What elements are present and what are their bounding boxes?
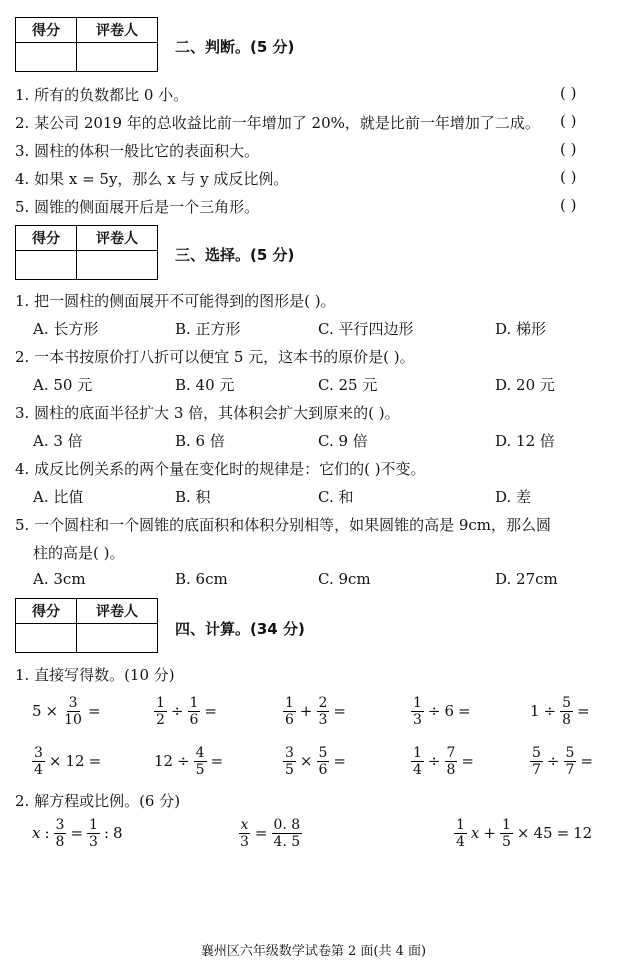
score-label: 得分: [16, 226, 77, 251]
expr-r1-2: $\frac{1}{2}$ ÷ $\frac{1}{6}$ =: [156, 694, 217, 728]
choice-q1: 1. 把一圆柱的侧面展开不可能得到的图形是( )。: [15, 292, 336, 310]
score-label: 得分: [16, 18, 77, 43]
page-footer: 襄州区六年级数学试卷第 2 面(共 4 面): [200, 944, 427, 959]
choice-q5-a[interactable]: A. 3cm: [33, 570, 86, 588]
choice-q4-b[interactable]: B. 积: [175, 488, 211, 506]
calc-q1-title: 1. 直接写得数。(10 分): [15, 666, 175, 684]
choice-q5-b[interactable]: B. 6cm: [175, 570, 228, 588]
section-title-judge: 二、判断。(5 分): [175, 38, 295, 56]
equation-3: $\frac{1}{4}$ x + $\frac{1}{5}$ × 45 = 12: [456, 816, 593, 850]
score-box-3: [15, 225, 158, 280]
grader-label: 评卷人: [77, 599, 158, 624]
choice-q2: 2. 一本书按原价打八折可以便宜 5 元，这本书的原价是( )。: [15, 348, 415, 366]
score-cell[interactable]: [16, 43, 77, 72]
score-box-2: [15, 17, 158, 72]
equation-1: x : $\frac{3}{8}$ = $\frac{1}{3}$ : 8: [32, 816, 123, 850]
expr-r2-4: $\frac{1}{4}$ ÷ $\frac{7}{8}$ =: [413, 744, 474, 778]
choice-q4: 4. 成反比例关系的两个量在变化时的规律是：它们的( )不变。: [15, 460, 426, 478]
choice-q3: 3. 圆柱的底面半径扩大 3 倍，其体积会扩大到原来的( )。: [15, 404, 400, 422]
expr-r2-2: 12 ÷ $\frac{4}{5}$ =: [154, 744, 224, 778]
choice-q1-d[interactable]: D. 梯形: [495, 320, 547, 338]
section-title-calc: 四、计算。(34 分): [175, 620, 305, 638]
expr-r1-1: 5 × $\frac{3}{10}$ =: [32, 694, 101, 728]
grader-cell[interactable]: [77, 43, 158, 72]
judge-item-3: 3. 圆柱的体积一般比它的表面积大。: [15, 142, 260, 160]
judge-item-5: 5. 圆锥的侧面展开后是一个三角形。: [15, 198, 260, 216]
score-label: 得分: [16, 599, 77, 624]
choice-q1-a[interactable]: A. 长方形: [33, 320, 99, 338]
choice-q4-c[interactable]: C. 和: [318, 488, 354, 506]
judge-answer-2[interactable]: ( ): [560, 112, 577, 130]
choice-q2-d[interactable]: D. 20 元: [495, 376, 555, 394]
equation-2: $\frac{x}{3}$ = $\frac{0. 8}{4. 5}$: [240, 816, 301, 850]
judge-answer-1[interactable]: ( ): [560, 84, 577, 102]
expr-r1-3: $\frac{1}{6}$ + $\frac{2}{3}$ =: [285, 694, 346, 728]
score-cell[interactable]: [16, 251, 77, 280]
choice-q4-d[interactable]: D. 差: [495, 488, 532, 506]
judge-item-1: 1. 所有的负数都比 0 小。: [15, 86, 189, 104]
choice-q2-c[interactable]: C. 25 元: [318, 376, 378, 394]
judge-item-4: 4. 如果 x = 5y，那么 x 与 y 成反比例。: [15, 170, 289, 188]
judge-answer-4[interactable]: ( ): [560, 168, 577, 186]
choice-q5-d[interactable]: D. 27cm: [495, 570, 558, 588]
score-cell[interactable]: [16, 624, 77, 653]
choice-q3-b[interactable]: B. 6 倍: [175, 432, 225, 450]
grader-label: 评卷人: [77, 18, 158, 43]
expr-r1-4: $\frac{1}{3}$ ÷ 6 =: [413, 694, 471, 728]
expr-r1-5: 1 ÷ $\frac{5}{8}$ =: [530, 694, 590, 728]
choice-q5-cont: 柱的高是( )。: [33, 544, 125, 562]
judge-answer-3[interactable]: ( ): [560, 140, 577, 158]
grader-cell[interactable]: [77, 251, 158, 280]
choice-q2-a[interactable]: A. 50 元: [33, 376, 93, 394]
choice-q4-a[interactable]: A. 比值: [33, 488, 84, 506]
grader-cell[interactable]: [77, 624, 158, 653]
choice-q5-c[interactable]: C. 9cm: [318, 570, 371, 588]
choice-q5: 5. 一个圆柱和一个圆锥的底面积和体积分别相等，如果圆锥的高是 9cm，那么圆: [15, 516, 552, 534]
score-box-4: [15, 598, 158, 653]
expr-r2-3: $\frac{3}{5}$ × $\frac{5}{6}$ =: [285, 744, 346, 778]
choice-q3-a[interactable]: A. 3 倍: [33, 432, 83, 450]
choice-q1-b[interactable]: B. 正方形: [175, 320, 241, 338]
expr-r2-5: $\frac{5}{7}$ ÷ $\frac{5}{7}$ =: [532, 744, 593, 778]
judge-answer-5[interactable]: ( ): [560, 196, 577, 214]
section-title-choice: 三、选择。(5 分): [175, 246, 295, 264]
grader-label: 评卷人: [77, 226, 158, 251]
choice-q3-d[interactable]: D. 12 倍: [495, 432, 555, 450]
expr-r2-1: $\frac{3}{4}$ × 12 =: [34, 744, 102, 778]
choice-q3-c[interactable]: C. 9 倍: [318, 432, 368, 450]
calc-q2-title: 2. 解方程或比例。(6 分): [15, 792, 181, 810]
judge-item-2: 2. 某公司 2019 年的总收益比前一年增加了 20%，就是比前一年增加了二成。: [15, 114, 540, 132]
choice-q1-c[interactable]: C. 平行四边形: [318, 320, 414, 338]
choice-q2-b[interactable]: B. 40 元: [175, 376, 235, 394]
